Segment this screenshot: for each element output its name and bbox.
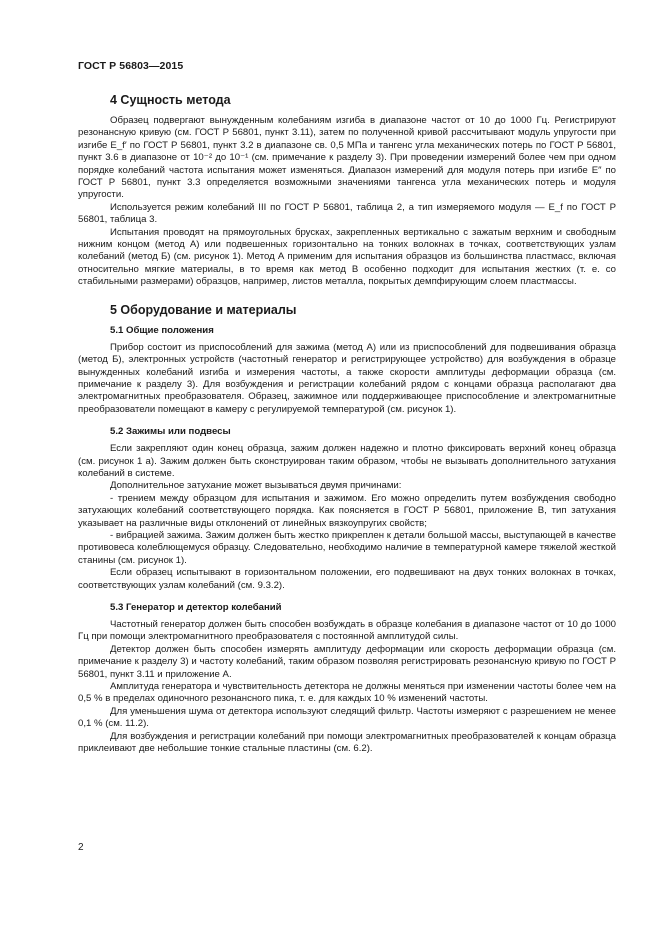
section-4-paragraph: Испытания проводят на прямоугольных брусках, закрепленных вертикально с зажатым верхним и свободным нижним концом (метод А) или подвешенных горизонтально на тонких волокнах в точках, соответствующих узлам колебаний (метод Б) (см. рисунок 1). Метод А применим для испытания образцов из большинства пластмасс, включая относительно мягкие материалы, в то время как метод В особенно подходит для испытания жестких (т. е. со стабильными размерами) образцов, например, листов металла, покрытых демпфирующим слоем пластмассы. [78, 226, 616, 288]
page-number: 2 [78, 842, 84, 853]
subsection-5-3-paragraph: Частотный генератор должен быть способен возбуждать в образце колебания в диапазоне частот от 10 до 1000 Гц при помощи электромагнитного преобразователя с постоянной амплитудой силы. [78, 619, 616, 643]
section-4-paragraph: Образец подвергают вынужденным колебаниям изгиба в диапазоне частот от 10 до 1000 Гц. Регистрируют резонансную кривую (см. ГОСТ Р 56801, пункт 3.11), затем по полученной кривой рассчитывают модуль упругости при изгибе E_f′ по ГОСТ Р 56801, пункт 3.2 в диапазоне св. 0,5 МПа и тангенс угла механических потерь по ГОСТ Р 56801, пункт 3.6 в диапазоне от 10⁻² до 10⁻¹ (см. примечание к разделу 3). При проведении измерений более чем при одном порядке колебаний частота испытания может изменяться. Диапазон измерений для модуля потерь при изгибе E″ по ГОСТ Р 56801, пункт 3.3 определяется возможными значениями тангенса угла механических потерь и модуля упругости. [78, 115, 616, 201]
section-4-paragraph: Используется режим колебаний III по ГОСТ Р 56801, таблица 2, а тип измеряемого модуля — E_f по ГОСТ Р 56801, таблица 3. [78, 201, 616, 226]
document-code: ГОСТ Р 56803—2015 [78, 60, 184, 72]
subsection-5-2-title: 5.2 Зажимы или подвесы [110, 426, 231, 438]
section-5-title: 5 Оборудование и материалы [110, 302, 297, 317]
subsection-5-3-paragraph: Для возбуждения и регистрации колебаний при помощи электромагнитных преобразователей к концам образца приклеивают две небольшие тонкие стальные пластины (см. 6.2). [78, 730, 616, 755]
subsection-5-2-list-item: - вибрацией зажима. Зажим должен быть жестко прикреплен к детали большой массы, выступающей в качестве противовеса колеблющемуся образцу. Следовательно, необходимо наличие в температурной камере тяжелой жесткой станины (см. рисунок 1). [78, 529, 616, 566]
subsection-5-3-paragraph: Для уменьшения шума от детектора используют следящий фильтр. Частоты измеряют с разрешением не менее 0,1 % (см. 11.2). [78, 705, 616, 730]
subsection-5-3-paragraph: Амплитуда генератора и чувствительность детектора не должны меняться при изменении частоты более чем на 0,5 % в пределах одиночного резонансного пика, т. е. для каждых 10 % изменений частоты. [78, 681, 616, 705]
page-body [78, 93, 616, 755]
subsection-5-2-list-item: - трением между образцом для испытания и зажимом. Его можно определить путем возбуждения свободно затухающих колебаний соответствующего порядка. Как поясняется в ГОСТ Р 56801, приложение В, тип затухания указывает на различные виды отклонений от линейных вязкоупругих свойств; [78, 492, 616, 529]
section-4-title: 4 Сущность метода [110, 93, 231, 107]
subsection-5-3-paragraph: Детектор должен быть способен измерять амплитуду деформации или скорость деформации образца (см. примечание к разделу 3) и частоту колебаний, таким образом позволяя регистрировать резонансную кривую по ГОСТ Р 56801, пункт 3.11 и приложение А. [78, 643, 616, 680]
subsection-5-1-paragraph: Прибор состоит из приспособлений для зажима (метод А) или из приспособлений для подвешивания образца (метод Б), электронных устройств (частотный генератор и регистрирующее устройство) для возбуждения в образце вынужденных колебаний изгиба и измерения частоты, а также скорости амплитуды деформации образца (см. примечание к разделу 3). Для возбуждения и регистрации колебаний рядом с концами образца располагают два электромагнитных преобразователя. Образец, зажимное или поддерживающее приспособление и электромагнитные преобразователи помещают в камеру с регулируемой температурой (см. рисунок 1). [78, 341, 616, 415]
subsection-5-2-paragraph: Если закрепляют один конец образца, зажим должен надежно и плотно фиксировать верхний конец образца (см. рисунок 1 а). Зажим должен быть сконструирован таким образом, чтобы не вызывать дополнительного затухания колебаний в системе. [78, 443, 616, 479]
subsection-5-3-title: 5.3 Генератор и детектор колебаний [110, 602, 282, 613]
subsection-5-2-paragraph: Дополнительное затухание может вызываться двумя причинами: [110, 480, 402, 492]
subsection-5-2-paragraph: Если образец испытывают в горизонтальном положении, его подвешивают на двух тонких волокнах в точках, соответствующих узлам колебаний (см. 9.3.2). [78, 567, 616, 591]
subsection-5-1-title: 5.1 Общие положения [110, 324, 214, 336]
